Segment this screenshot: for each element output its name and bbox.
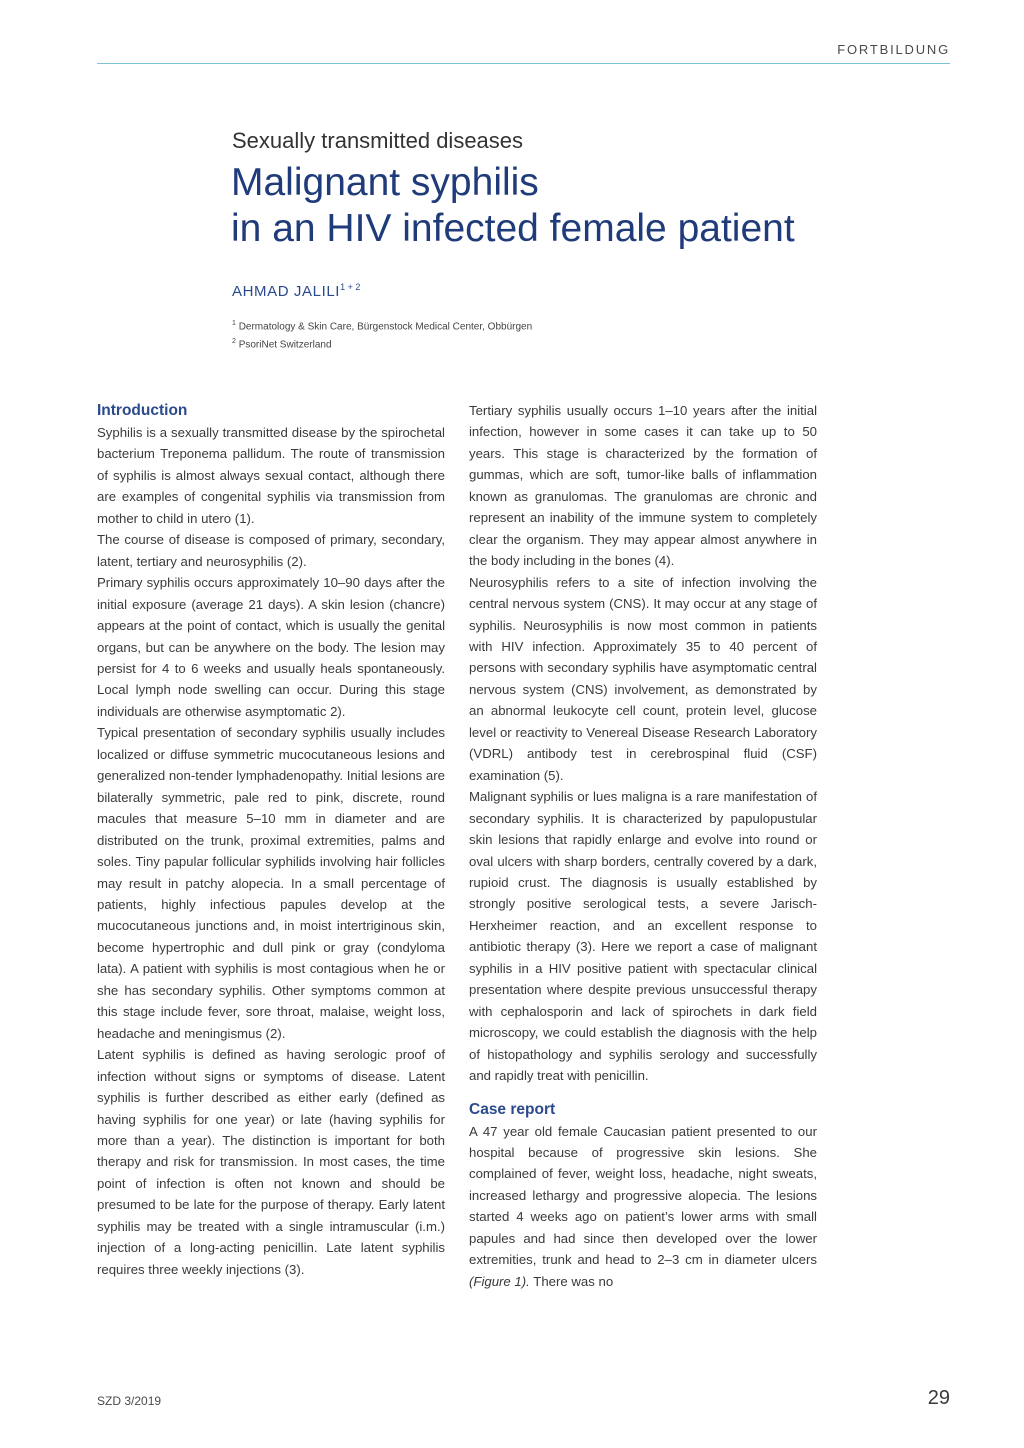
case-report-heading: Case report (469, 1100, 556, 1118)
article-kicker: Sexually transmitted diseases (232, 128, 524, 153)
author-affiliation-marks: 1 + 2 (340, 282, 361, 292)
title-line-2: in an HIV infected female patient (231, 207, 795, 250)
case-report-text: A 47 year old female Caucasian patient presented to our hospital because of progressive skin lesions. She complained of fever, weight loss, headache, night sweats, increased lethargy and progressive alopecia. The lesions started 4 weeks ago on patient’s lower arms with small papules and had since then developed over the lower extremities, trunk and head to 2–3 cm in diameter ulcers (469, 1123, 817, 1268)
case-report-paragraph (469, 1121, 817, 1293)
article-title (231, 160, 795, 252)
introduction-heading: Introduction (97, 402, 188, 419)
right-column (469, 400, 817, 1292)
intro-paragraph-1: Syphilis is a sexually transmitted disease by the spirochetal bacterium Treponema pallidum. The route of transmission of syphilis is almost always sexual contact, although there are examples of congenital syphilis via transmission from mother to child in utero (1). (97, 425, 445, 526)
case-report-tail: There was no (533, 1273, 614, 1289)
author-name: AHMAD JALILI (232, 283, 341, 300)
title-line-1: Malignant syphilis (231, 161, 539, 204)
left-column (97, 400, 445, 1280)
affiliations (232, 316, 532, 353)
page-number: 29 (927, 1387, 950, 1409)
intro-paragraph-2: The course of disease is composed of primary, secondary, latent, tertiary and neurosyphilis (2). (97, 532, 445, 569)
affiliation-2-text: PsoriNet Switzerland (238, 339, 332, 351)
affiliation-2-number: 2 (232, 338, 236, 346)
intro-paragraph-5: Latent syphilis is defined as having serologic proof of infection without signs or symptoms of disease. Latent syphilis is further described as either early (defined as having syphilis for one year) or late (having syphilis for more than a year). The distinction is important for both therapy and risk for transmission. In most cases, the time point of infection is often not known and should be presumed to be late for the purpose of therapy. Early latent syphilis may be treated with a single intramuscular (i.m.) injection of a long-acting penicillin. Late latent syphilis requires three weekly injections (3). (97, 1047, 445, 1277)
journal-issue: SZD 3/2019 (97, 1394, 162, 1408)
affiliation-2 (232, 334, 532, 352)
header-rule (97, 63, 950, 64)
intro-paragraph-3: Primary syphilis occurs approximately 10–90 days after the initial exposure (average 21 days). A skin lesion (chancre) appears at the point of contact, which is usually the genital organs, but can be anywhere on the body. The lesion may persist for 4 to 6 weeks and usually heals spontaneously. Local lymph node swelling can occur. During this stage individuals are otherwise asymptomatic 2). (97, 575, 445, 719)
affiliation-1 (232, 316, 532, 334)
affiliation-1-text: Dermatology & Skin Care, Bürgenstock Medical Center, Obbürgen (238, 321, 533, 333)
figure-reference: (Figure 1). (469, 1273, 530, 1289)
intro-paragraph-4: Typical presentation of secondary syphilis usually includes localized or diffuse symmetric mucocutaneous lesions and generalized non-tender lymphadenopathy. Initial lesions are bilaterally symmetric, pale red to pink, discrete, round macules that measure 5–10 mm in diameter and are distributed on the trunk, proximal extremities, palms and soles. Tiny papular follicular syphilids involving hair follicles may result in patchy alopecia. In a small percentage of patients, highly infectious papules develop at the mucocutaneous junctions and, in moist intertriginous skin, become hypertrophic and dull pink or gray (condyloma lata). A patient with syphilis is most contagious when he or she has secondary syphilis. Other symptoms common at this stage include fever, sore throat, malaise, weight loss, headache and meningismus (2). (97, 725, 445, 1041)
author-line (232, 282, 360, 300)
neurosyphilis-paragraph: Neurosyphilis refers to a site of infection involving the central nervous system (CNS). It may occur at any stage of syphilis. Neurosyphilis is now most common in patients with HIV infection. Approximately 35 to 40 percent of persons with secondary syphilis have asymptomatic central nervous system (CNS) involvement, as demonstrated by an abnormal leukocyte cell count, protein level, glucose level or reactivity to Venereal Disease Research Laboratory (VDRL) antibody test in cerebrospinal fluid (CSF) examination (5). (469, 574, 817, 783)
tertiary-paragraph: Tertiary syphilis usually occurs 1–10 years after the initial infection, however in some cases it can take up to 50 years. This stage is characterized by the formation of gummas, which are soft, tumor-like balls of inflammation known as granulomas. The granulomas are chronic and represent an inability of the immune system to completely clear the organism. They may appear almost anywhere in the body including in the bones (4). (469, 403, 817, 569)
malignant-paragraph: Malignant syphilis or lues maligna is a rare manifestation of secondary syphilis. It is characterized by papulopustular skin lesions that rapidly enlarge and evolve into round or oval ulcers with sharp borders, centrally covered by a dark, rupioid crust. The diagnosis is usually established by strongly positive serological tests, a severe Jarisch-Herxheimer reaction, and an excellent response to antibiotic therapy (3). Here we report a case of malignant syphilis in a HIV positive patient with spectacular clinical presentation where despite previous unsuccessful therapy with cephalosporin and lack of spirochets in dark field microscopy, we could establish the diagnosis with the help of histopathology and syphilis serology and successfully and rapidly treat with penicillin. (469, 789, 817, 1084)
section-label: FORTBILDUNG (837, 42, 950, 57)
affiliation-1-number: 1 (232, 320, 236, 327)
